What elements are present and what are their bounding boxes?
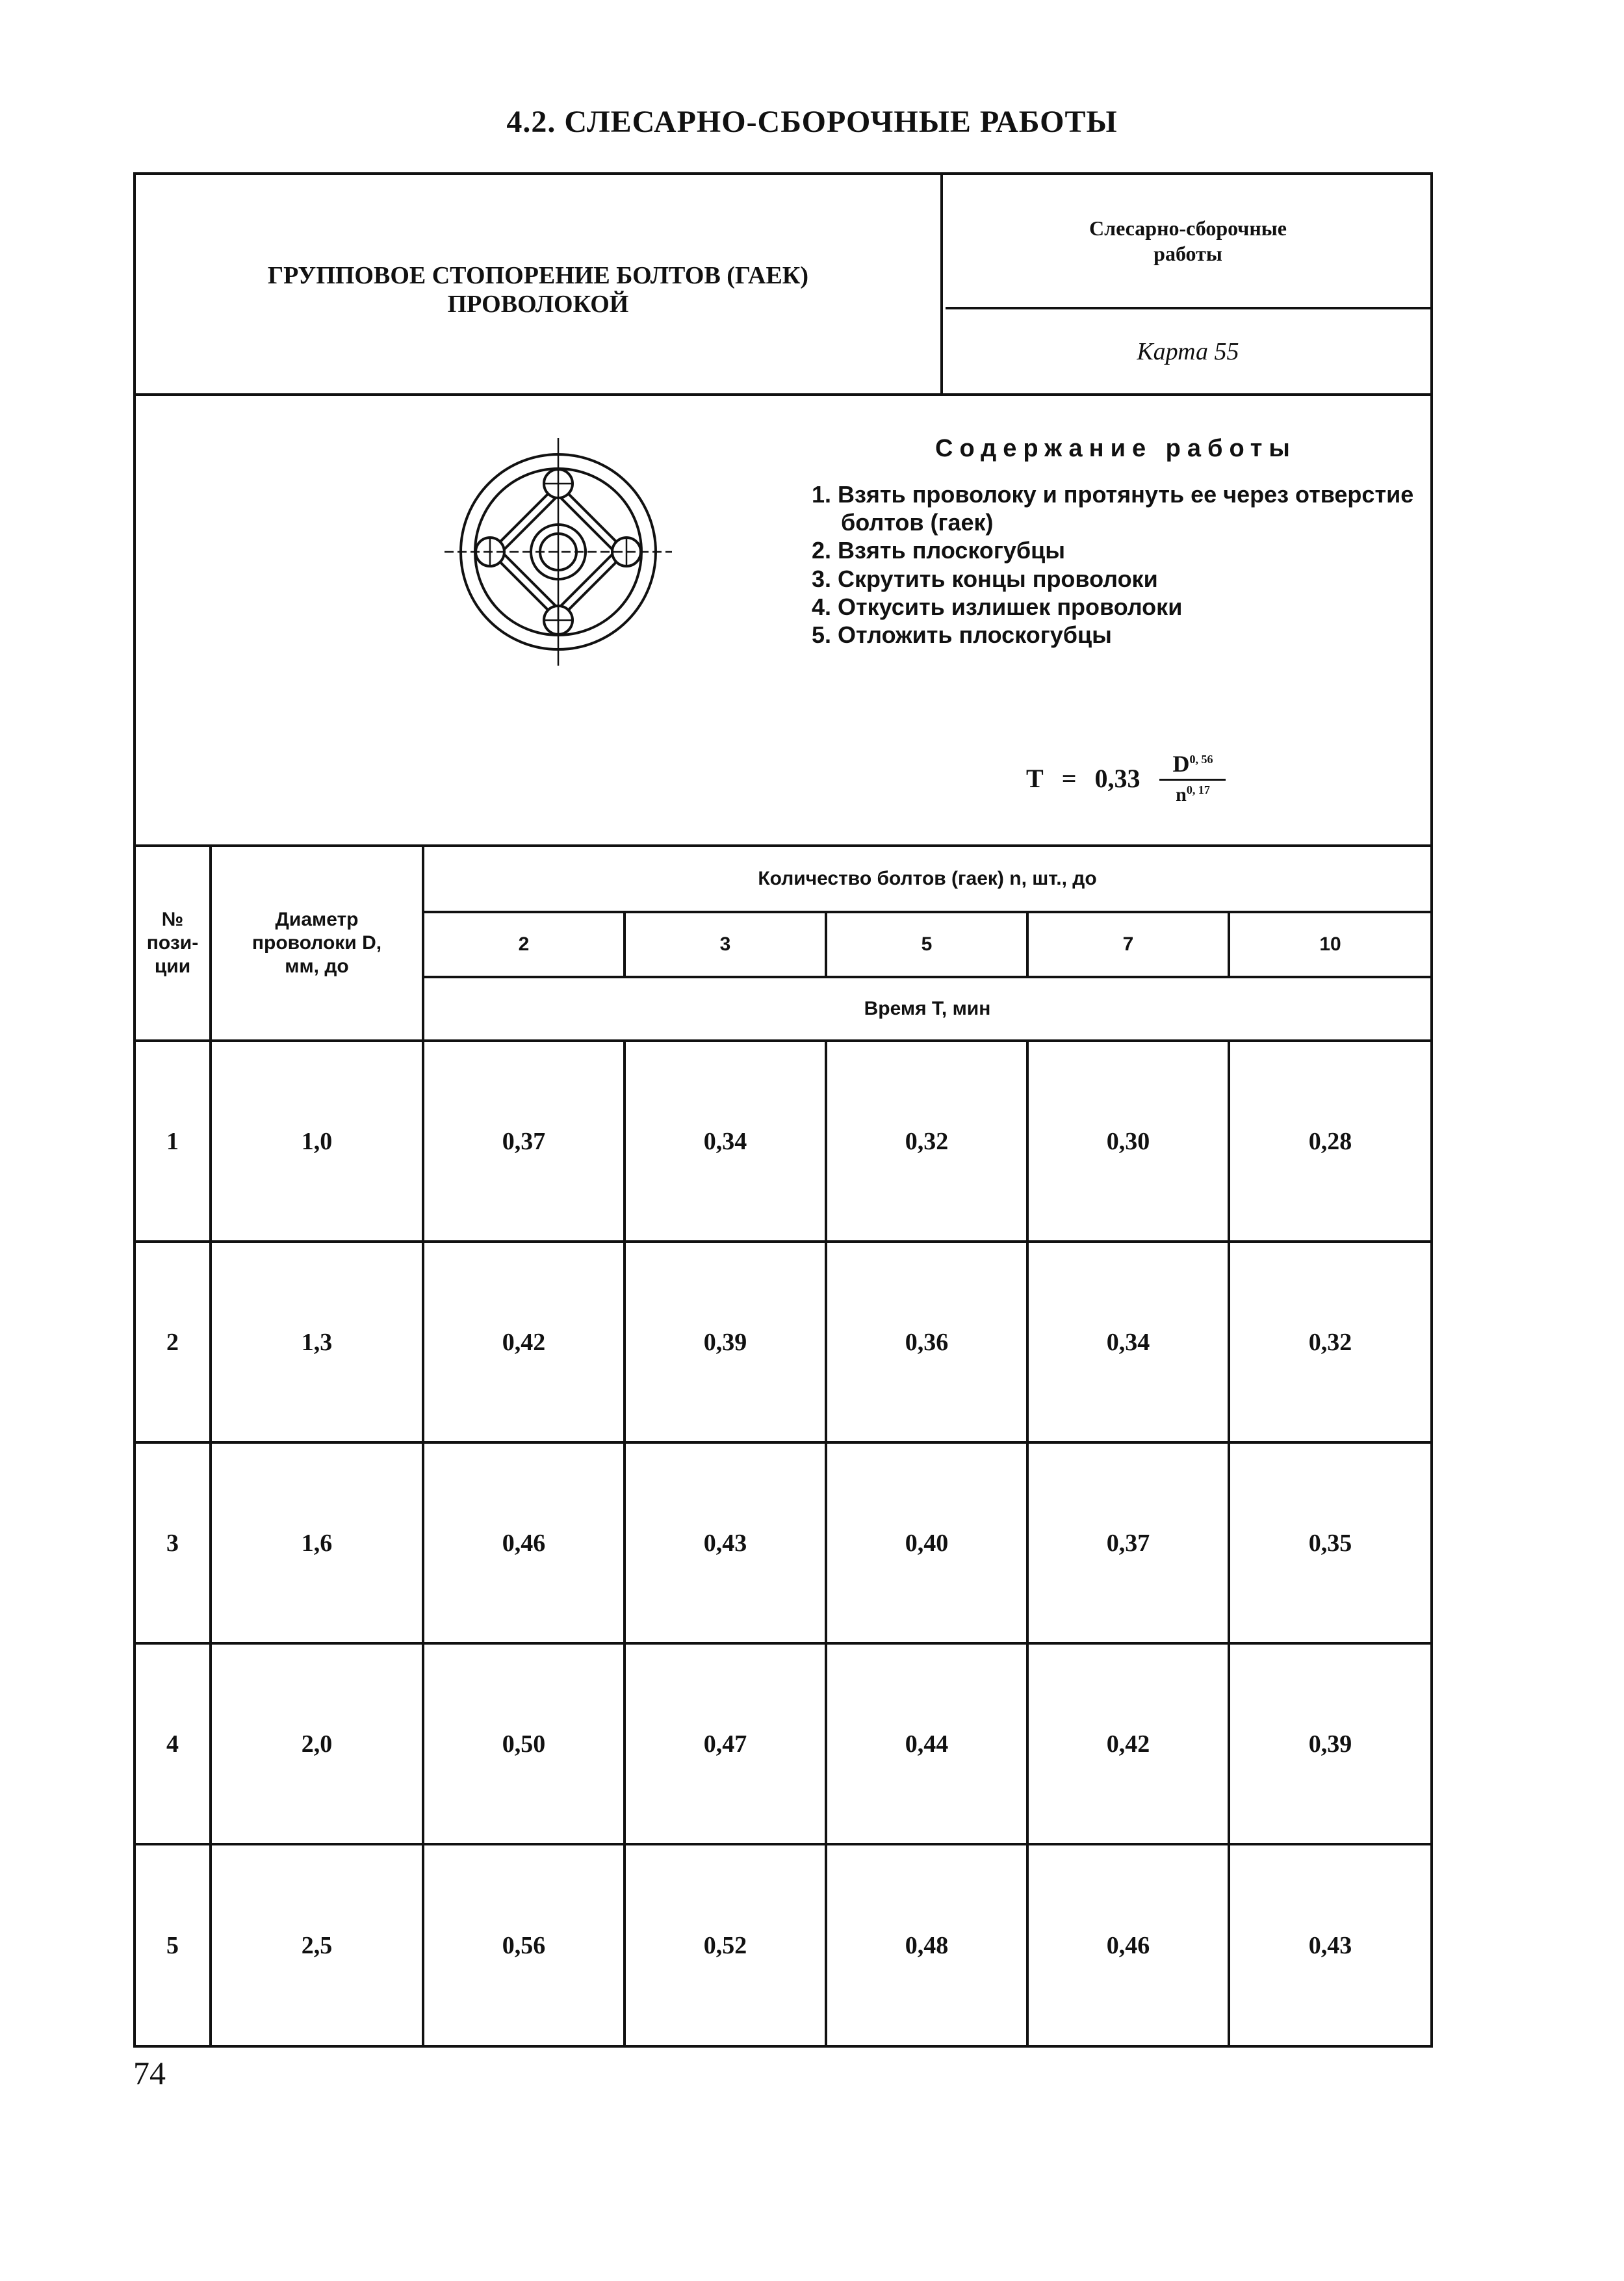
row-diameter: 1,3 bbox=[211, 1242, 423, 1442]
time-value: 0,32 bbox=[826, 1041, 1027, 1242]
table-row bbox=[136, 1643, 1430, 1844]
row-diameter: 1,6 bbox=[211, 1442, 423, 1643]
table-row bbox=[136, 1242, 1430, 1442]
time-value: 0,28 bbox=[1229, 1041, 1430, 1242]
row-position: 5 bbox=[136, 1844, 211, 2045]
work-content bbox=[136, 396, 1430, 847]
process-card bbox=[133, 172, 1433, 2048]
content-title: Содержание работы bbox=[935, 435, 1296, 462]
time-value: 0,52 bbox=[625, 1844, 826, 2045]
work-category bbox=[946, 175, 1430, 309]
time-value: 0,32 bbox=[1229, 1242, 1430, 1442]
diameter-column-header bbox=[211, 847, 423, 1041]
diameter-header-text: Диаметр проволоки D, мм, до bbox=[251, 909, 382, 977]
work-step-3: 3. Скрутить концы проволоки bbox=[812, 565, 1158, 592]
page-number: 74 bbox=[133, 2055, 166, 2091]
time-value: 0,46 bbox=[1027, 1844, 1229, 2045]
time-value: 0,46 bbox=[423, 1442, 625, 1643]
denominator-base: n bbox=[1176, 784, 1187, 805]
work-step-1: 1. Взять проволоку и протянуть ее через отверстие болтов (гаек) bbox=[812, 481, 1414, 536]
formula-coefficient: 0,33 bbox=[1094, 763, 1141, 793]
time-value: 0,42 bbox=[1027, 1643, 1229, 1844]
work-category-line2: работы bbox=[1154, 241, 1222, 265]
row-diameter: 2,5 bbox=[211, 1844, 423, 2045]
formula-denominator bbox=[1176, 781, 1210, 806]
time-value: 0,34 bbox=[1027, 1242, 1229, 1442]
time-norms-table bbox=[136, 847, 1430, 2045]
bolt-count-3: 3 bbox=[625, 912, 826, 977]
time-value: 0,37 bbox=[1027, 1442, 1229, 1643]
time-value: 0,39 bbox=[625, 1242, 826, 1442]
formula-numerator bbox=[1159, 750, 1226, 781]
operation-title-line2: ПРОВОЛОКОЙ bbox=[447, 291, 629, 318]
operation-title-line1: ГРУППОВОЕ СТОПОРЕНИЕ БОЛТОВ (ГАЕК) bbox=[267, 262, 808, 290]
formula-lhs: T bbox=[1026, 763, 1044, 793]
row-position: 4 bbox=[136, 1643, 211, 1844]
bolt-count-5: 5 bbox=[826, 912, 1027, 977]
card-label: Карта 55 bbox=[1137, 337, 1239, 365]
time-value: 0,50 bbox=[423, 1643, 625, 1844]
work-category-line1: Слесарно-сборочные bbox=[1089, 216, 1287, 241]
time-value: 0,40 bbox=[826, 1442, 1027, 1643]
time-value: 0,44 bbox=[826, 1643, 1027, 1844]
bolt-count-7: 7 bbox=[1027, 912, 1229, 977]
work-steps bbox=[812, 480, 1416, 649]
row-position: 3 bbox=[136, 1442, 211, 1643]
work-step-4: 4. Откусить излишек проволоки bbox=[812, 593, 1183, 620]
time-value: 0,34 bbox=[625, 1041, 826, 1242]
time-value: 0,30 bbox=[1027, 1041, 1229, 1242]
table-header-row bbox=[136, 847, 1430, 912]
work-step-2: 2. Взять плоскогубцы bbox=[812, 537, 1066, 564]
bolt-flange-drawing-icon bbox=[441, 435, 675, 669]
table-row bbox=[136, 1844, 1430, 2045]
numerator-base: D bbox=[1172, 751, 1190, 777]
row-diameter: 2,0 bbox=[211, 1643, 423, 1844]
row-position: 1 bbox=[136, 1041, 211, 1242]
position-column-header bbox=[136, 847, 211, 1041]
time-value: 0,35 bbox=[1229, 1442, 1430, 1643]
denominator-exponent: 0, 17 bbox=[1186, 783, 1210, 796]
time-value: 0,43 bbox=[1229, 1844, 1430, 2045]
time-value: 0,39 bbox=[1229, 1643, 1430, 1844]
time-value: 0,42 bbox=[423, 1242, 625, 1442]
bolt-count-2: 2 bbox=[423, 912, 625, 977]
card-header bbox=[136, 175, 1430, 396]
row-diameter: 1,0 bbox=[211, 1041, 423, 1242]
time-value: 0,36 bbox=[826, 1242, 1027, 1442]
time-header: Время T, мин bbox=[423, 977, 1430, 1041]
time-value: 0,56 bbox=[423, 1844, 625, 2045]
time-formula bbox=[1026, 750, 1226, 806]
row-position: 2 bbox=[136, 1242, 211, 1442]
time-value: 0,43 bbox=[625, 1442, 826, 1643]
bolt-count-10: 10 bbox=[1229, 912, 1430, 977]
formula-equals: = bbox=[1061, 763, 1077, 793]
section-title: 4.2. СЛЕСАРНО-СБОРОЧНЫЕ РАБОТЫ bbox=[506, 105, 1118, 139]
time-value: 0,47 bbox=[625, 1643, 826, 1844]
bolt-count-group-header: Количество болтов (гаек) n, шт., до bbox=[423, 847, 1430, 912]
table-row bbox=[136, 1041, 1430, 1242]
operation-title bbox=[136, 175, 943, 393]
work-step-5: 5. Отложить плоскогубцы bbox=[812, 621, 1112, 648]
formula-fraction bbox=[1159, 750, 1226, 806]
table-row bbox=[136, 1442, 1430, 1643]
time-value: 0,48 bbox=[826, 1844, 1027, 2045]
numerator-exponent: 0, 56 bbox=[1189, 753, 1213, 766]
time-value: 0,37 bbox=[423, 1041, 625, 1242]
position-header-text: № пози-ции bbox=[146, 909, 199, 977]
